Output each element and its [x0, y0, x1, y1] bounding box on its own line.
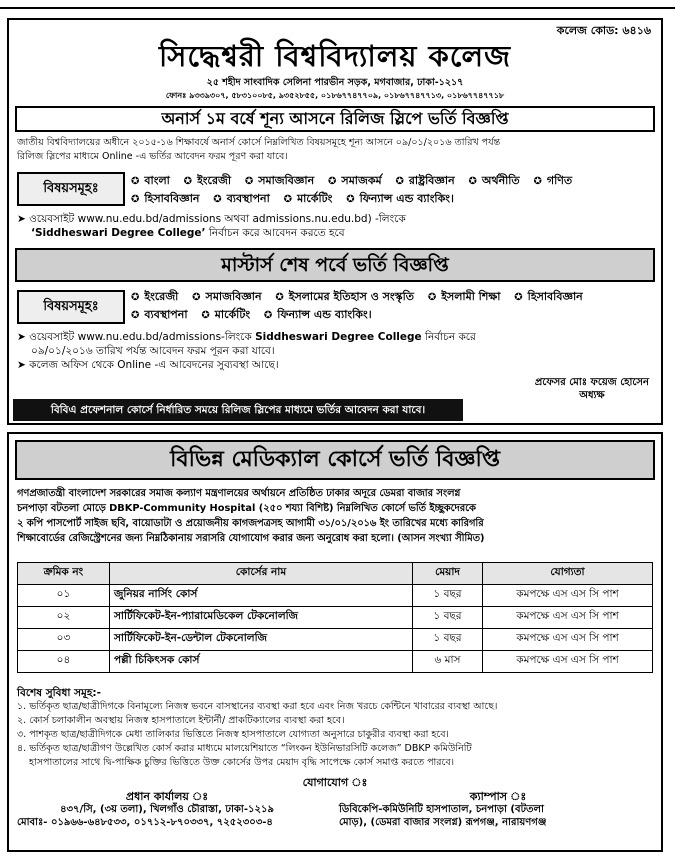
course-duration: ১ বছর — [413, 629, 483, 651]
course-duration: ১ বছর — [413, 607, 483, 629]
head-office-address: ৪৩৭/সি, (৩য় তলা), খিলগাঁও চৌরাস্তা, ঢাকা-১২১৯ — [60, 804, 274, 815]
star-icon: ✪ — [468, 176, 477, 187]
course-qualification: কমপক্ষে এস এস সি পাশ — [483, 607, 653, 629]
star-icon: ✪ — [131, 310, 140, 321]
course-qualification: কমপক্ষে এস এস সি পাশ — [483, 651, 653, 673]
medical-intro-line: চনপাড়া বটতলা মোড়ে DBKP-Community Hospital (২৫০ শয্যা বিশিষ্ট) নিম্নলিখিত কোর্সে ভর্তি ইচ্ছুকদেরকে — [17, 503, 476, 514]
subject-label: রাষ্ট্রবিজ্ঞান — [408, 174, 455, 187]
table-row — [18, 651, 653, 673]
subject-item — [346, 192, 459, 205]
subject-label: ইংরেজী — [144, 290, 179, 303]
subject-item — [184, 174, 236, 187]
subject-label: অর্থনীতি — [481, 174, 520, 187]
star-icon: ✪ — [131, 194, 140, 205]
college-site-name: ‘Siddheswari Degree College’ — [31, 227, 206, 239]
medical-intro-line: গণপ্রজাতন্ত্রী বাংলাদেশ সরকারের সমাজ কল্যাণ মন্ত্রণালয়ের অর্থায়নে প্রতিষ্ঠিত ঢাকার অদূরে ডেমরা বাজার সংলগ্ন — [17, 488, 461, 499]
table-row — [18, 585, 653, 607]
college-phones: ফোনঃ ৯৩৩৯৩০৭, ৫৮৩১০০৮৫, ৯৩৫২৮৫৫, ০১৮৬৭৭৪৭৭০৯, ০১৮৬৭৭৪৭৭১৩, ০১৮৬৭৭৪৭৭১৮ — [165, 91, 505, 100]
campus-address-line: মোড়), (ডেমরা বাজার সংলগ্ন) রূপগঞ্জ, নারায়ণগঞ্জ — [339, 817, 547, 828]
arrow-icon: ➤ — [17, 331, 30, 343]
facility-item: ২. কোর্স চলাকালীন অবস্থায় নিজস্ব হাসপাতালে ইন্টার্নী/ প্রাকটিক্যালের ব্যবস্থা করা হবে। — [17, 715, 345, 726]
star-icon: ✪ — [131, 176, 140, 187]
course-name: সার্টিফিকেট-ইন-ডেন্টাল টেকনোলজি — [110, 629, 413, 651]
facility-item: ৩. পাশকৃত ছাত্র/ছাত্রীদিগকে মেধা তালিকার ভিত্তিতে নিজস্ব হাসপাতালে যোগ্যতা অনুসারে চাকুরীর ব্যবস্থা করা হবে। — [17, 729, 449, 740]
star-icon: ✪ — [328, 176, 337, 187]
course-name: পল্লী চিকিৎসক কোর্স — [110, 651, 413, 673]
course-duration: ৬ মাস — [413, 651, 483, 673]
course-duration: ১ বছর — [413, 585, 483, 607]
contact-label: যোগাযোগ ঃ — [302, 776, 368, 789]
head-office — [17, 790, 317, 829]
honours-website-note — [17, 212, 653, 240]
header-course-name: কোর্সের নাম — [110, 563, 413, 585]
subject-label: ব্যবস্থাপনা — [144, 308, 188, 321]
honours-subject-list — [131, 172, 653, 208]
honours-banner: অনার্স ১ম বর্ষে শূন্য আসনে রিলিজ স্লিপে ভর্তি বিজ্ঞপ্তি — [15, 106, 655, 132]
honours-web-line: ওয়েবসাইট www.nu.edu.bd/admissions অথবা admissions.nu.edu.bd) -লিংকে — [29, 213, 406, 225]
header-serial: ক্রমিক নং — [18, 563, 110, 585]
medical-intro-line: ২ কপি পাসপোর্ট সাইজ ছবি, বায়োডাটা ও প্রয়োজনীয় কাগজপত্রসহ আগামী ৩১/০১/২০১৬ ইং তারিখের মধ্যে কারিগরি — [17, 518, 484, 529]
courses-table — [17, 562, 653, 673]
header-duration: মেয়াদ — [413, 563, 483, 585]
subject-label: মার্কেটিং — [214, 308, 251, 321]
subject-item — [328, 174, 387, 187]
star-icon: ✪ — [263, 310, 273, 321]
star-icon: ✪ — [275, 292, 284, 303]
star-icon: ✪ — [514, 292, 523, 303]
subject-item — [469, 174, 525, 187]
subject-item — [264, 308, 377, 321]
signer-title: অধ্যক্ষ — [579, 390, 605, 401]
college-name: সিদ্ধেশ্বরী বিশ্ববিদ্যালয় কলেজ — [158, 39, 512, 73]
subject-label: ইসলামী শিক্ষা — [441, 290, 501, 303]
college-advertisement — [7, 18, 663, 425]
star-icon: ✪ — [244, 176, 254, 187]
honours-text-line: রিলিজ স্লিপের মাধ্যমে Online -এ ভর্তির আবেদন ফরম পূরণ করা যাবে। — [17, 151, 288, 162]
facilities-title: বিশেষ সুবিধা সমূহ:- — [17, 687, 101, 699]
subject-label: গণিত — [546, 174, 573, 187]
subject-item — [131, 192, 204, 205]
campus-label: ক্যাম্পাস ঃ — [469, 790, 527, 803]
subject-label: হিসাববিজ্ঞান — [527, 290, 583, 303]
table-row — [18, 629, 653, 651]
honours-subjects-label: বিষয়সমূহঃ — [17, 172, 125, 206]
subject-item — [395, 174, 459, 187]
top-border — [0, 0, 675, 9]
subject-label: ইংরেজী — [197, 174, 231, 187]
subject-label: ফিন্যান্স এন্ড ব্যাংকিং। — [359, 192, 454, 205]
course-name: জুনিয়র নার্সিং কোর্স — [110, 585, 413, 607]
star-icon: ✪ — [131, 292, 140, 303]
medical-title: বিভিন্ন মেডিক্যাল কোর্সে ভর্তি বিজ্ঞপ্তি — [15, 440, 655, 480]
course-name: সার্টিফিকেট-ইন-প্যারামেডিকেল টেকনোলজি — [110, 607, 413, 629]
subject-label: সমাজবিজ্ঞান — [258, 174, 315, 187]
subject-item — [428, 290, 506, 303]
subject-label: ব্যবস্থাপনা — [226, 192, 270, 205]
arrow-icon: ➤ — [17, 213, 30, 225]
subject-item — [213, 192, 275, 205]
masters-banner: মাস্টার্স শেষ পর্বে ভর্তি বিজ্ঞপ্তি — [15, 248, 655, 282]
star-icon: ✪ — [183, 176, 193, 187]
subject-label: সমাজকর্ম — [341, 174, 382, 187]
honours-description — [17, 136, 653, 164]
star-icon: ✪ — [346, 194, 355, 205]
course-serial: ০৪ — [18, 651, 110, 673]
masters-website-note — [17, 330, 653, 372]
subject-item — [245, 174, 319, 187]
subject-label: বাংলা — [144, 174, 170, 187]
arrow-icon: ➤ — [17, 359, 30, 371]
subject-item — [534, 174, 578, 187]
honours-web-line: নির্বাচন করে আবেদন করতে হবে — [205, 227, 345, 239]
facilities-list — [17, 700, 653, 770]
subject-label: সমাজবিজ্ঞান — [205, 290, 262, 303]
course-qualification: কমপক্ষে এস এস সি পাশ — [483, 585, 653, 607]
campus-address-line: ডিবিকেপি-কমিউনিটি হাসপাতাল, চনপাড়া (বটতলা — [339, 804, 544, 815]
honours-text-line: জাতীয় বিশ্ববিদ্যালয়ের অধীনে ২০১৫-১৬ শিক্ষাবর্ষে অনার্স কোর্সে নিম্নলিখিত বিষয়সমূহে শূন্য আসনে ০৯/০১/২০১৬ তারিখ পর্যন্ত — [17, 137, 501, 148]
subject-item — [284, 192, 338, 205]
star-icon: ✪ — [395, 176, 404, 187]
masters-subjects-label: বিষয়সমূহঃ — [17, 290, 125, 324]
bba-note: বিবিএ প্রফেশনাল কোর্সে নির্ধারিত সময়ে রিলিজ স্লিপের মাধ্যমে ভর্তির আবেদন করা যাবে। — [13, 399, 463, 421]
campus — [339, 790, 657, 829]
subject-label: ইসলামের ইতিহাস ও সংস্কৃতি — [288, 290, 414, 303]
table-row — [18, 607, 653, 629]
subject-item — [131, 174, 175, 187]
college-site-name: Siddheswari Degree College — [255, 331, 422, 343]
signature-block — [535, 376, 649, 402]
facility-item: ৪. ভর্তিকৃত ছাত্র/ছাত্রীগণ উল্লেখিত কোর্স করার মাধ্যমে মালয়েশিয়াতে “লিংকন ইউনিভারসিটি কলেজ” DBKP কমিউনিটি — [17, 743, 472, 754]
star-icon: ✪ — [283, 194, 293, 205]
facility-item: হাসপাতালের সাথে দ্বি-পাক্ষিক চুক্তির ভিত্তিতে উক্ত কোর্সের উপর মেয়াদ বৃদ্ধি সাপেক্ষে কোর্স সমাপ্ত করতে পারবে। — [29, 757, 455, 768]
college-address: ২৫ শহীদ সাংবাদিক সেলিনা পারভীন সড়ক, মগবাজার, ঢাকা-১২১৭ — [206, 77, 464, 88]
star-icon: ✪ — [192, 292, 201, 303]
facility-item: ১. ভর্তিকৃত ছাত্র/ছাত্রীদিগকে বিনামূল্যে নিজস্ব ভবনে বাসস্থানের ব্যবস্থা করা হবে এবং নিজ খরচে কেন্টিনে খাবারের ব্যবস্থা আছে। — [17, 701, 498, 712]
masters-subject-list — [131, 288, 653, 324]
course-serial: ০২ — [18, 607, 110, 629]
masters-web-line: ০৯/০১/২০১৬ তারিখ পর্যন্ত আবেদন ফরম পূরন করা যাবে। — [31, 345, 275, 357]
masters-office-note: কলেজ অফিস থেকে Online -এ আবেদনের সুব্যবস্থা আছে। — [29, 359, 279, 371]
subject-item — [514, 290, 587, 303]
header-qualification: যোগ্যতা — [483, 563, 653, 585]
subject-label: ফিন্যান্স এন্ড ব্যাংকিং। — [277, 308, 372, 321]
head-office-label: প্রধান কার্যালয় ঃ — [125, 790, 209, 803]
star-icon: ✪ — [213, 194, 222, 205]
subject-item — [192, 290, 266, 303]
course-serial: ০৩ — [18, 629, 110, 651]
subject-item — [131, 308, 193, 321]
subject-item — [131, 290, 183, 303]
masters-web-line: ওয়েবসাইট www.nu.edu.bd/admissions-লিংকে — [29, 331, 256, 343]
college-code: কলেজ কোড: ৬৪১৬ — [556, 24, 651, 37]
subject-item — [201, 308, 255, 321]
subject-label: হিসাববিজ্ঞান — [144, 192, 200, 205]
medical-advertisement — [7, 432, 663, 852]
masters-web-line: নির্বাচন করে — [421, 331, 476, 343]
course-qualification: কমপক্ষে এস এস সি পাশ — [483, 629, 653, 651]
medical-intro-line: শিক্ষাবোর্ডের রেজিস্ট্রেশনের জন্য নিম্নঠিকানায় সরাসরি যোগাযোগ করার জন্য অনুরোধ করা হলো। (আসন সংখ্যা সীমিত) — [17, 533, 485, 544]
table-header-row — [18, 563, 653, 585]
head-office-phone: মোবাঃ- ০১৯৬৬-৬৪৮৫৩৩, ০১৭১২-৮৭০৩৩৭, ৭২৫২৩০৩-৪ — [17, 817, 273, 828]
signer-name: প্রফেসর মোঃ ফয়েজ হোসেন — [534, 377, 649, 388]
subject-label: মার্কেটিং — [297, 192, 333, 205]
subject-item — [275, 290, 419, 303]
star-icon: ✪ — [533, 176, 542, 187]
star-icon: ✪ — [201, 310, 210, 321]
course-serial: ০১ — [18, 585, 110, 607]
medical-intro — [17, 486, 653, 546]
star-icon: ✪ — [427, 292, 437, 303]
